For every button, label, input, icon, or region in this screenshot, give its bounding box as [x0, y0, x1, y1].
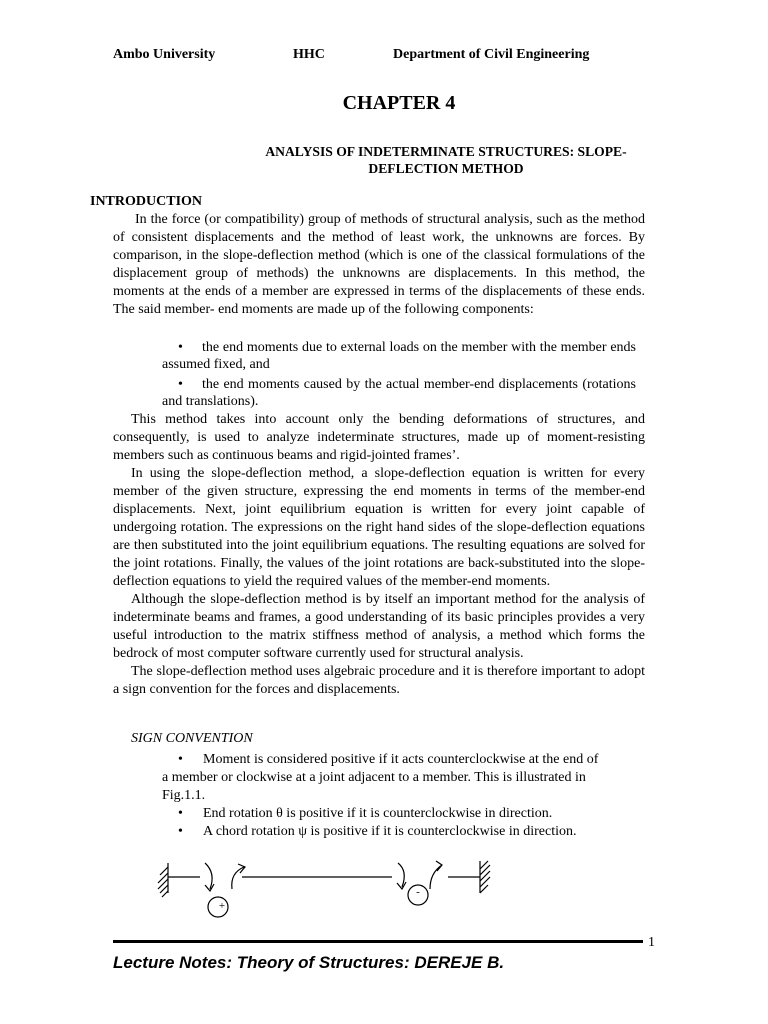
negative-sign-circle — [408, 885, 428, 905]
bullet-icon: • — [178, 824, 183, 839]
right-fixed-support — [448, 861, 490, 893]
introduction-paragraph-1: In the force (or compatibility) group of methods of structural analysis, such as the method of consistent displacements and the method of least work, the unknowns are forces. By comparison, in the slope-deflection method (which is one of the classical formulations of the displacement group of methods) the unknowns are displacements. In this method, the moments at the ends of a member are expressed in terms of the displacements of these ends. The said member- end moments are made up of the following components: — [113, 212, 645, 317]
footer-rule — [113, 940, 643, 943]
bullet-icon: • — [178, 806, 183, 821]
introduction-paragraph-5: The slope-deflection method uses algebraic procedure and it is therefore important to adopt a sign convention for the forces and displacements. — [113, 664, 645, 697]
sign-bullet-2: End rotation θ is positive if it is counterclockwise in direction. — [203, 806, 553, 821]
sign-bullet-3: A chord rotation ψ is positive if it is counterclockwise in direction. — [203, 824, 577, 839]
intro-bullet-2-text: the end moments caused by the actual member-end displacements (rotations and translations). — [162, 377, 636, 409]
footer-lecture-notes: Lecture Notes: Theory of Structures: DEREJE B. — [113, 953, 505, 972]
positive-sign: + — [218, 900, 226, 912]
header-university: Ambo University — [113, 47, 216, 62]
intro-bullet-1 — [162, 339, 636, 373]
chapter-title-line2: DEFLECTION METHOD — [368, 161, 524, 176]
bullet-icon: • — [178, 340, 183, 355]
negative-sign: - — [416, 886, 420, 898]
page-number: 1 — [648, 935, 655, 950]
chapter-number: CHAPTER 4 — [342, 92, 456, 114]
sign-bullet-1-line1: Moment is considered positive if it acts counterclockwise at the end of — [203, 752, 599, 767]
introduction-paragraph-4: Although the slope-deflection method is by itself an important method for the analysis of indeterminate beams and frames, a good understanding of its basic principles provides a very useful introduction to the matrix stiffness method of analysis, a method which forms the bedrock of most computer software currently used for structural analysis. — [113, 592, 645, 661]
introduction-paragraph-2: This method takes into account only the bending deformations of structures, and consequently, is used to analyze indeterminate structures, made up of moment-resisting members such as continuous beams and rigid-jointed frames’. — [113, 412, 645, 463]
chapter-title — [240, 143, 652, 177]
positive-sign-circle — [208, 897, 228, 917]
bullet-icon: • — [178, 377, 183, 392]
bullet-icon: • — [178, 752, 183, 767]
left-moment-arrows — [205, 863, 245, 891]
introduction-heading: INTRODUCTION — [90, 194, 203, 209]
chapter-title-line1: ANALYSIS OF INDETERMINATE STRUCTURES: SLOPE- — [265, 144, 627, 159]
header-campus: HHC — [293, 47, 325, 62]
left-fixed-support — [158, 863, 200, 897]
introduction-paragraph-1-block — [113, 211, 645, 319]
intro-bullet-2 — [162, 376, 636, 410]
sign-bullet-1-line2: a member or clockwise at a joint adjacent to a member. This is illustrated in — [162, 770, 586, 785]
fixed-beam-figure — [150, 855, 500, 925]
intro-bullet-1-text: the end moments due to external loads on the member with the member ends assumed fixed, and — [162, 340, 636, 372]
header-department: Department of Civil Engineering — [393, 47, 590, 62]
introduction-paragraph-3: In using the slope-deflection method, a slope-deflection equation is written for every member of the given structure, expressing the end moments in terms of the member-end displacements. Next, joint equilibrium equation is written for every joint capable of undergoing rotation. The expressions on the right hand sides of the slope-deflection equations are then substituted into the joint equilibrium equations. The resulting equations are solved for the joint rotations. Finally, the values of the joint rotations are back-substituted into the slope-deflection equations to yield the required values of the member-end moments. — [113, 466, 645, 589]
introduction-body — [113, 411, 645, 699]
sign-convention-heading: SIGN CONVENTION — [131, 731, 253, 746]
sign-bullet-1-line3: Fig.1.1. — [162, 788, 206, 803]
